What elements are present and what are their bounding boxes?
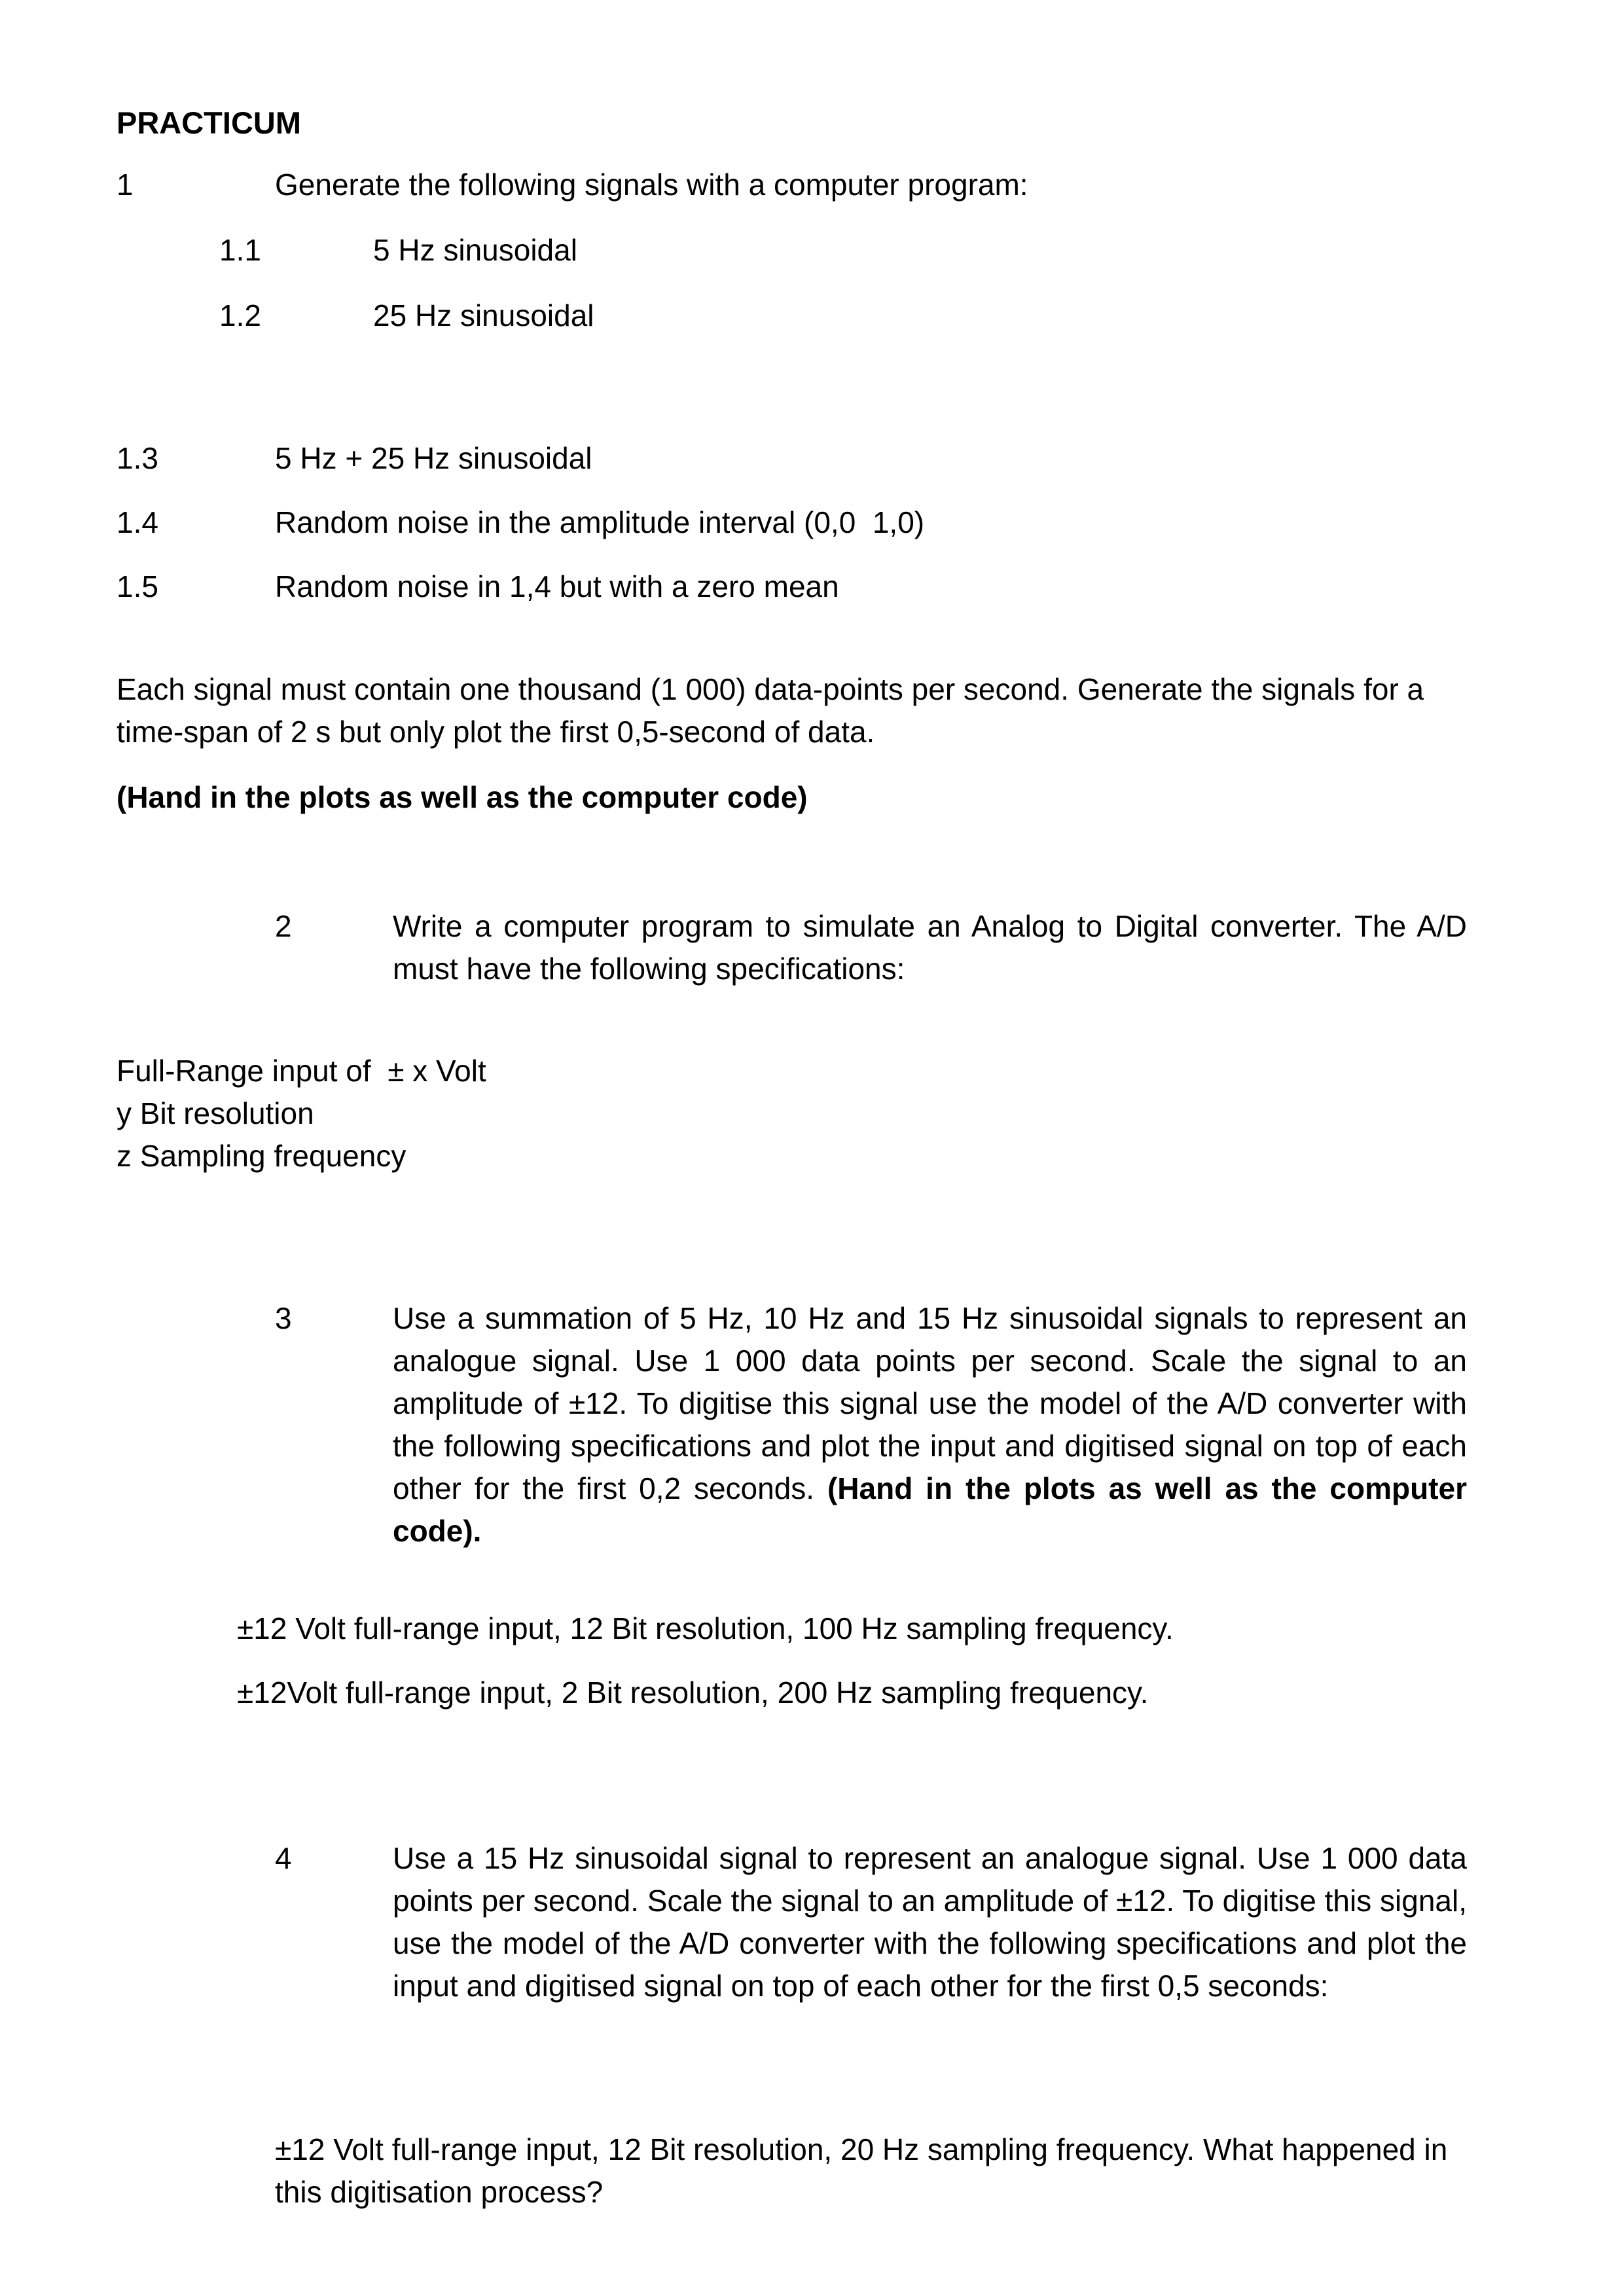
question-3-text-body: Use a summation of 5 Hz, 10 Hz and 15 Hz sinusoidal signals to represent an analogue signal. Use 1 000 data points per second. Scale the signal to an amplitude of ±12. To digitise this signal use the model of the A/D converter with the following specifications and plot the input and digitised signal on top of each other for the first 0,2 seconds. (393, 1301, 1467, 1505)
question-1-row (117, 164, 1467, 206)
question-1-1-row (219, 229, 1467, 272)
question-1-5-text: Random noise in 1,4 but with a zero mean (275, 569, 839, 603)
question-3-spec-2: ±12Volt full-range input, 2 Bit resolution, 200 Hz sampling frequency. (237, 1676, 1149, 1710)
document-title: PRACTICUM (117, 105, 301, 140)
question-1-2-number: 1.2 (219, 298, 261, 332)
question-1-3-text: 5 Hz + 25 Hz sinusoidal (275, 441, 592, 475)
question-3-row (275, 1297, 1467, 1552)
question-1-number: 1 (117, 168, 134, 202)
question-1-5-number: 1.5 (117, 569, 158, 603)
question-3-number: 3 (275, 1301, 292, 1335)
question-1-2-row (219, 295, 1467, 337)
ad-spec-full-range: Full-Range input of ± x Volt (117, 1054, 486, 1088)
question-1-3-row (117, 437, 1467, 480)
question-1-text: Generate the following signals with a computer program: (275, 168, 1028, 202)
ad-spec-sampling-frequency: z Sampling frequency (117, 1139, 406, 1173)
question-4-number: 4 (275, 1841, 292, 1875)
question-1-1-number: 1.1 (219, 233, 261, 267)
question-2-text: Write a computer program to simulate an Analog to Digital converter. The A/D must have the following specifications: (393, 909, 1467, 986)
question-1-5-row (117, 565, 1467, 608)
question-3-hand-in-note: (Hand in the plots as well as the computer code). (393, 1471, 1467, 1548)
question-1-3-number: 1.3 (117, 441, 158, 475)
question-1-1-text: 5 Hz sinusoidal (373, 233, 577, 267)
question-1-2-text: 25 Hz sinusoidal (373, 298, 594, 332)
question-1-4-number: 1.4 (117, 505, 158, 539)
ad-spec-bit-resolution: y Bit resolution (117, 1096, 314, 1130)
question-3-text (393, 1297, 1467, 1552)
question-4-row (275, 1837, 1467, 2007)
hand-in-note: (Hand in the plots as well as the computer code) (117, 780, 808, 814)
question-4-text: Use a 15 Hz sinusoidal signal to represent an analogue signal. Use 1 000 data points per second. Scale the signal to an amplitude of ±12. To digitise this signal, use the model of the A/D converter with the following specifications and plot the input and digitised signal on top of each other for the first 0,5 seconds: (393, 1841, 1467, 2003)
question-2-row (275, 905, 1467, 990)
signals-requirements-paragraph: Each signal must contain one thousand (1 000) data-points per second. Generate the signals for a time-span of 2 s but only plot the first 0,5-second of data. (117, 672, 1424, 749)
question-3-spec-1: ±12 Volt full-range input, 12 Bit resolution, 100 Hz sampling frequency. (237, 1611, 1174, 1645)
question-4-spec: ±12 Volt full-range input, 12 Bit resolution, 20 Hz sampling frequency. What happened in this digitisation process? (275, 2132, 1448, 2209)
ad-spec-list (117, 1050, 1467, 1177)
question-2-number: 2 (275, 909, 292, 943)
question-1-4-row (117, 501, 1467, 544)
question-1-4-text: Random noise in the amplitude interval (0,0 1,0) (275, 505, 925, 539)
